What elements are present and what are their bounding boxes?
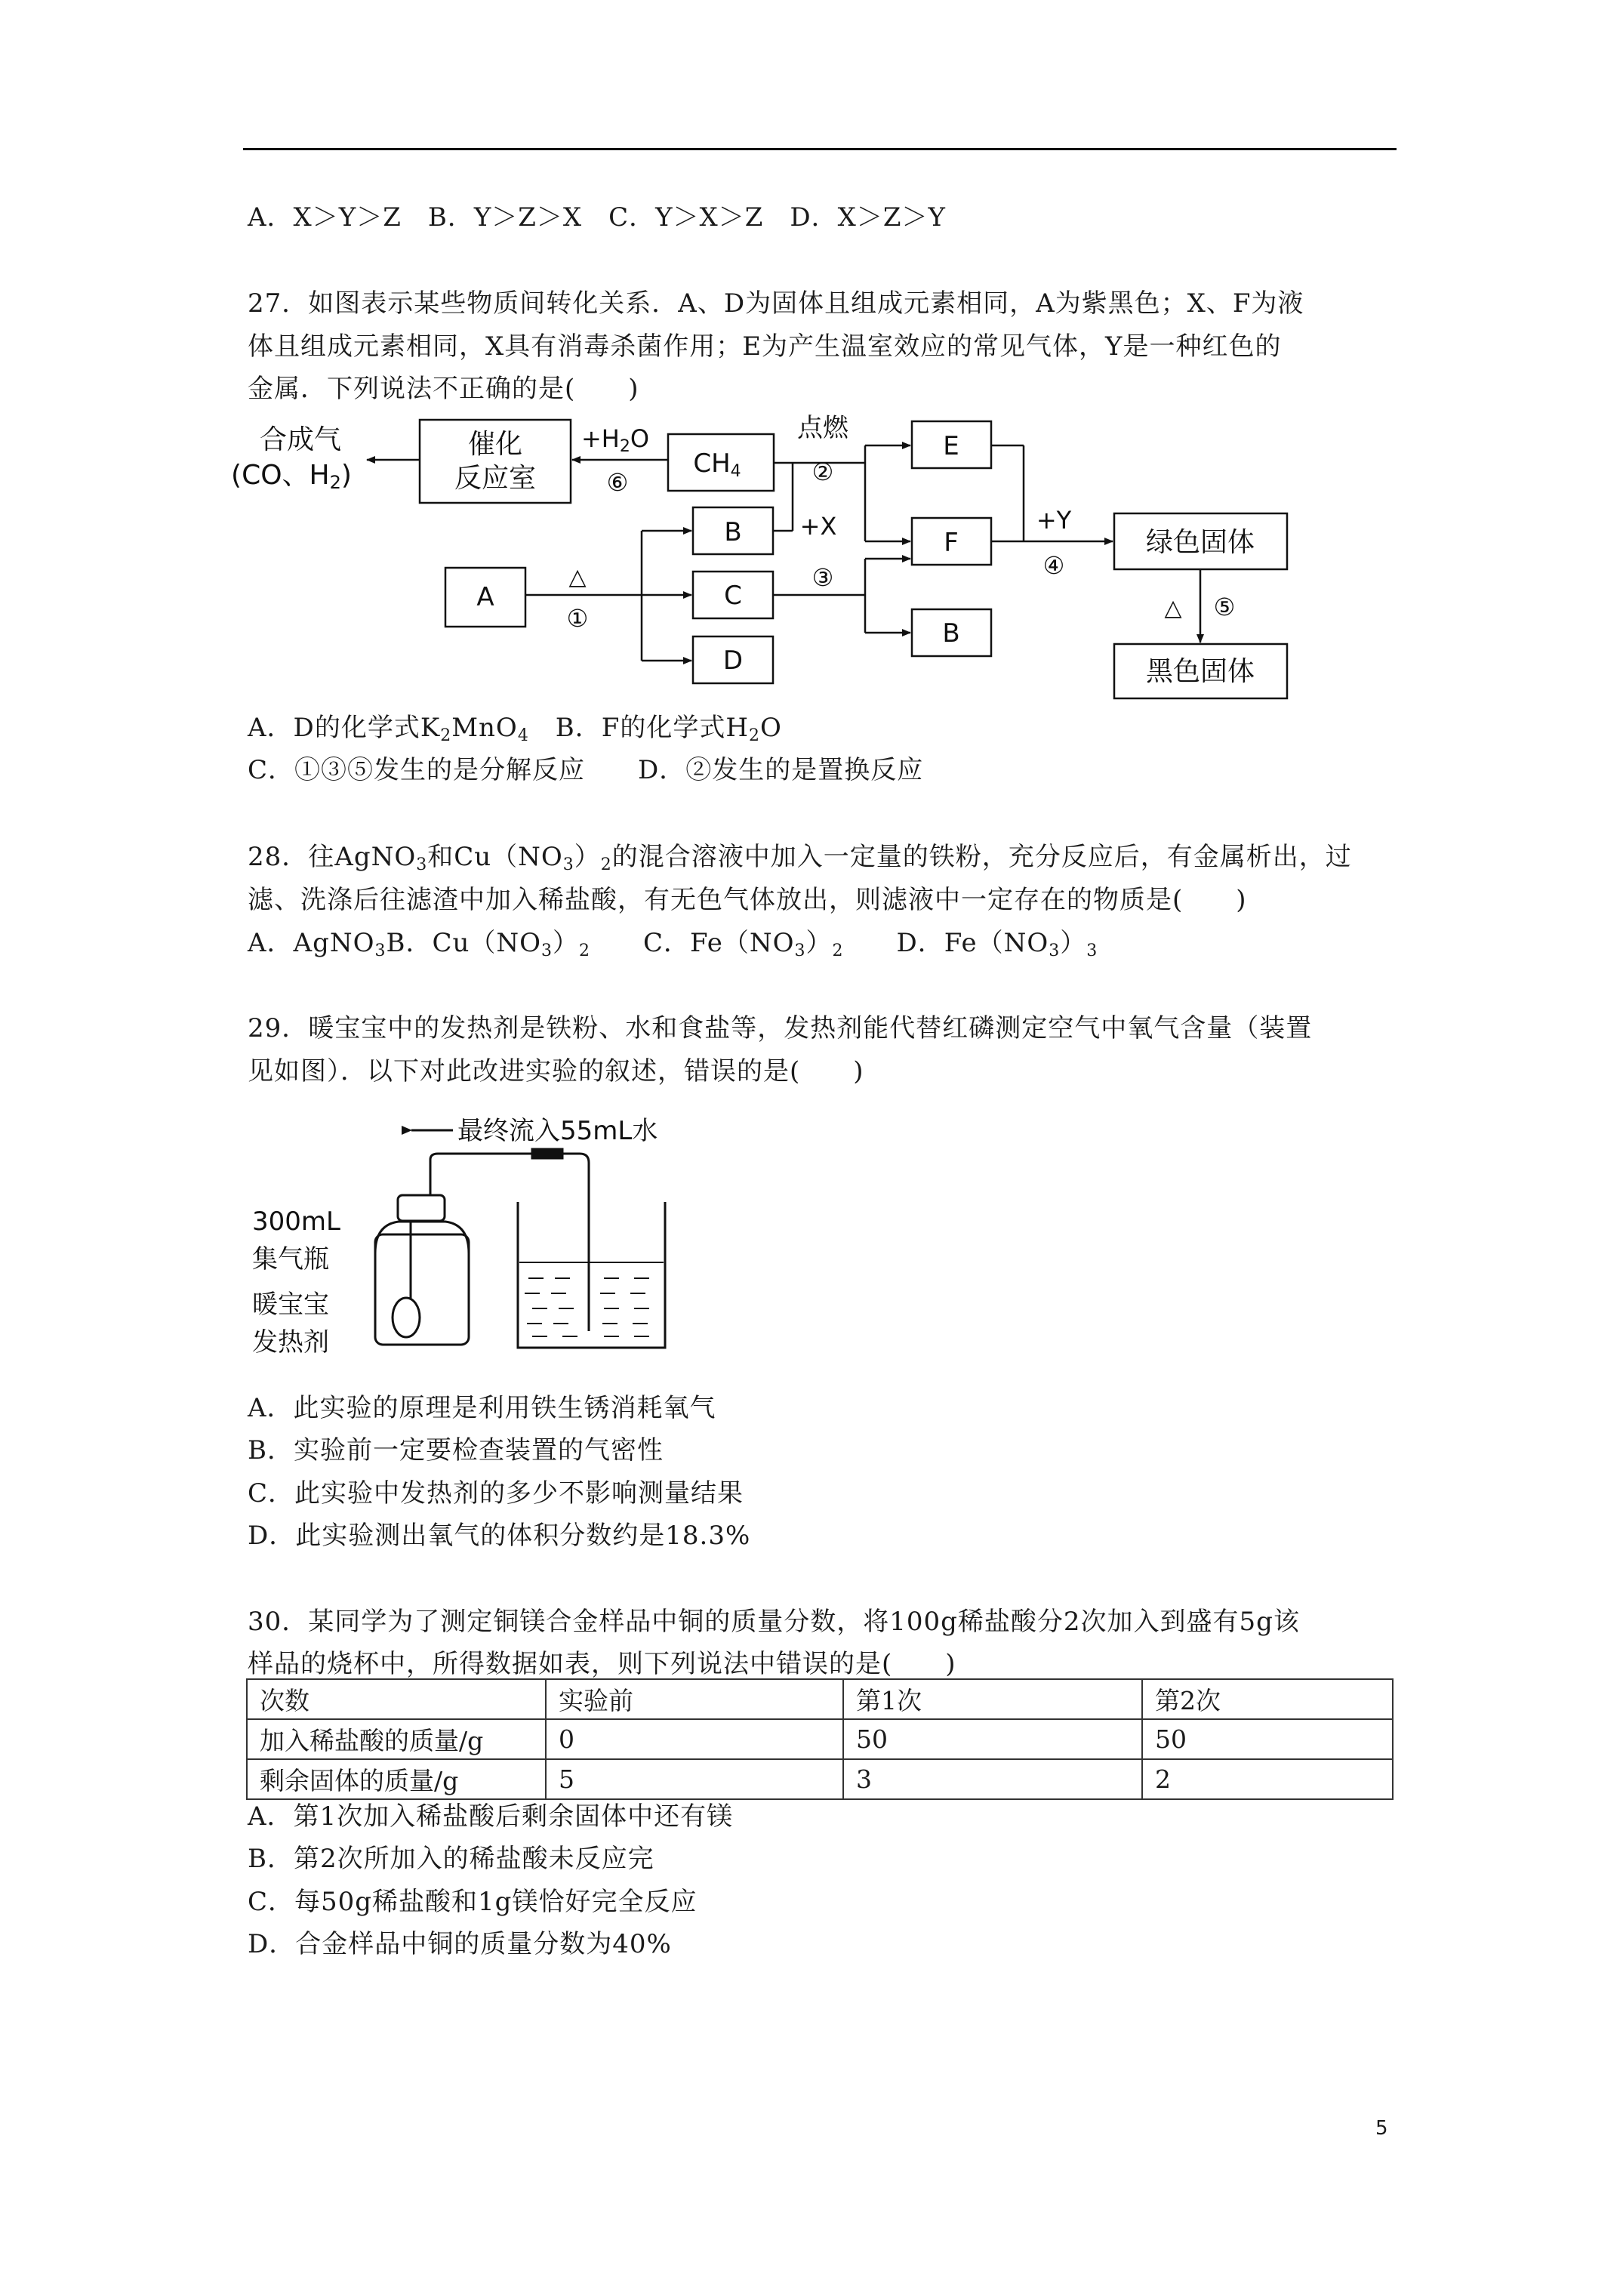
label-delta-5: △ [1164,595,1182,621]
gas-bottle [375,1234,469,1345]
q30-option-b: B．第2次所加入的稀盐酸未反应完 [248,1844,654,1874]
q30-data-table [246,1678,1394,1800]
q30-option-c: C．每50g稀盐酸和1g镁恰好完全反应 [248,1887,698,1917]
label-catalytic-line2: 反应室 [454,463,537,494]
label-green-solid: 绿色固体 [1145,527,1255,558]
label-b-bottom: B [942,618,960,649]
bottle-stopper [398,1195,445,1221]
label-step-1: ① [566,604,589,633]
label-a: A [476,582,494,612]
table-row [247,1759,1393,1799]
q26-options: A．X＞Y＞Z B．Y＞Z＞X C．Y＞X＞Z D．X＞Z＞Y [248,202,946,233]
label-step-3: ③ [812,563,834,592]
q30-stem-line-1: 30．某同学为了测定铜镁合金样品中铜的质量分数，将100g稀盐酸分2次加入到盛有5g该 [248,1607,1300,1637]
q29-option-a: A．此实验的原理是利用铁生锈消耗氧气 [248,1393,716,1423]
beaker [518,1202,665,1348]
q29-option-c: C．此实验中发热剂的多少不影响测量结果 [248,1478,744,1509]
label-gas-bottle: 集气瓶 [252,1244,329,1274]
q29-option-b: B．实验前一定要检查装置的气密性 [248,1435,664,1465]
label-f: F [944,528,959,558]
table-cell: 0 [546,1719,843,1759]
q28-options: A．AgNO$_3$B．$Cu(NO_3)_2$ C．$Fe(NO_3)_2$ D．$Fe(NO_3)_3$ [248,928,1098,960]
label-step-2: ② [812,458,834,486]
label-step-4: ④ [1042,551,1065,580]
table-cell: 50 [1142,1719,1393,1759]
label-plus-x: +X [799,512,837,541]
q28-stem-line-2: 滤、洗涤后往滤渣中加入稀盐酸，有无色气体放出，则滤液中一定存在的物质是( ) [248,885,1247,915]
table-cell: 剩余固体的质量/g [247,1759,546,1799]
label-black-solid: 黑色固体 [1145,656,1255,687]
table-cell: 50 [843,1719,1142,1759]
label-heater-agent: 发热剂 [252,1327,329,1358]
q30-stem-line-2: 样品的烧杯中，所得数据如表，则下列说法中错误的是( ) [248,1649,956,1679]
table-row [247,1719,1393,1759]
label-delta-1: △ [568,564,587,590]
beaker-water [519,1262,664,1336]
q27-stem-line-3: 金属．下列说法不正确的是( ) [248,374,639,404]
q27-stem-line-2: 体且组成元素相同，X具有消毒杀菌作用；E为产生温室效应的常见气体，Y是一种红色的 [248,331,1282,362]
label-e: E [943,431,959,461]
q27-options-line-1: A．D的化学式$K_2MnO_4$ B．F的化学式$H_2O$ [248,713,782,745]
table-header-cell: 次数 [247,1679,546,1719]
label-ignite: 点燃 [797,413,848,443]
heater-packet [393,1298,420,1337]
q29-stem-line-1: 29．暖宝宝中的发热剂是铁粉、水和食盐等，发热剂能代替红磷测定空气中氧气含量（装置 [248,1013,1313,1043]
label-step-5: ⑤ [1213,593,1236,621]
label-catalytic-line1: 催化 [467,429,523,460]
q29-option-d: D．此实验测出氧气的体积分数约是18.3% [248,1521,751,1551]
label-c: C [724,581,742,611]
table-header-cell: 第1次 [843,1679,1142,1719]
label-300ml: 300mL [252,1207,340,1237]
label-step-6: ⑥ [606,468,629,497]
q30-option-d: D．合金样品中铜的质量分数为40% [248,1929,672,1959]
table-header-cell: 实验前 [546,1679,843,1719]
label-syngas-line1: 合成气 [259,424,342,455]
label-nuanbaobao: 暖宝宝 [252,1290,329,1320]
label-plus-y: +Y [1036,506,1072,535]
page-number: 5 [1375,2117,1388,2140]
label-b-top: B [724,517,742,547]
label-syngas-line2: (CO、H2) [231,460,352,493]
table-header-cell: 第2次 [1142,1679,1393,1719]
q28-stem-line-1: 28．往AgNO$_3$和$Cu(NO_3)_2$的混合溶液中加入一定量的铁粉，充分反应后，有金属析出，过 [248,842,1352,874]
label-plus-h2o: +H2O [581,424,650,456]
q30-option-a: A．第1次加入稀盐酸后剩余固体中还有镁 [248,1801,734,1832]
q27-stem-line-1: 27．如图表示某些物质间转化关系．A、D为固体且组成元素相同，A为紫黑色；X、F为液 [248,288,1304,319]
table-header-row [247,1679,1393,1719]
table-cell: 5 [546,1759,843,1799]
table-cell: 加入稀盐酸的质量/g [247,1719,546,1759]
table-cell: 2 [1142,1759,1393,1799]
q29-stem-line-2: 见如图）．以下对此改进实验的叙述，错误的是( ) [248,1056,864,1086]
q27-options-line-2: C．①③⑤发生的是分解反应 D．②发生的是置换反应 [248,755,924,785]
label-ch4: CH4 [693,448,741,481]
table-cell: 3 [843,1759,1142,1799]
label-d: D [722,646,744,676]
label-final-water: 最终流入55mL水 [457,1116,658,1146]
